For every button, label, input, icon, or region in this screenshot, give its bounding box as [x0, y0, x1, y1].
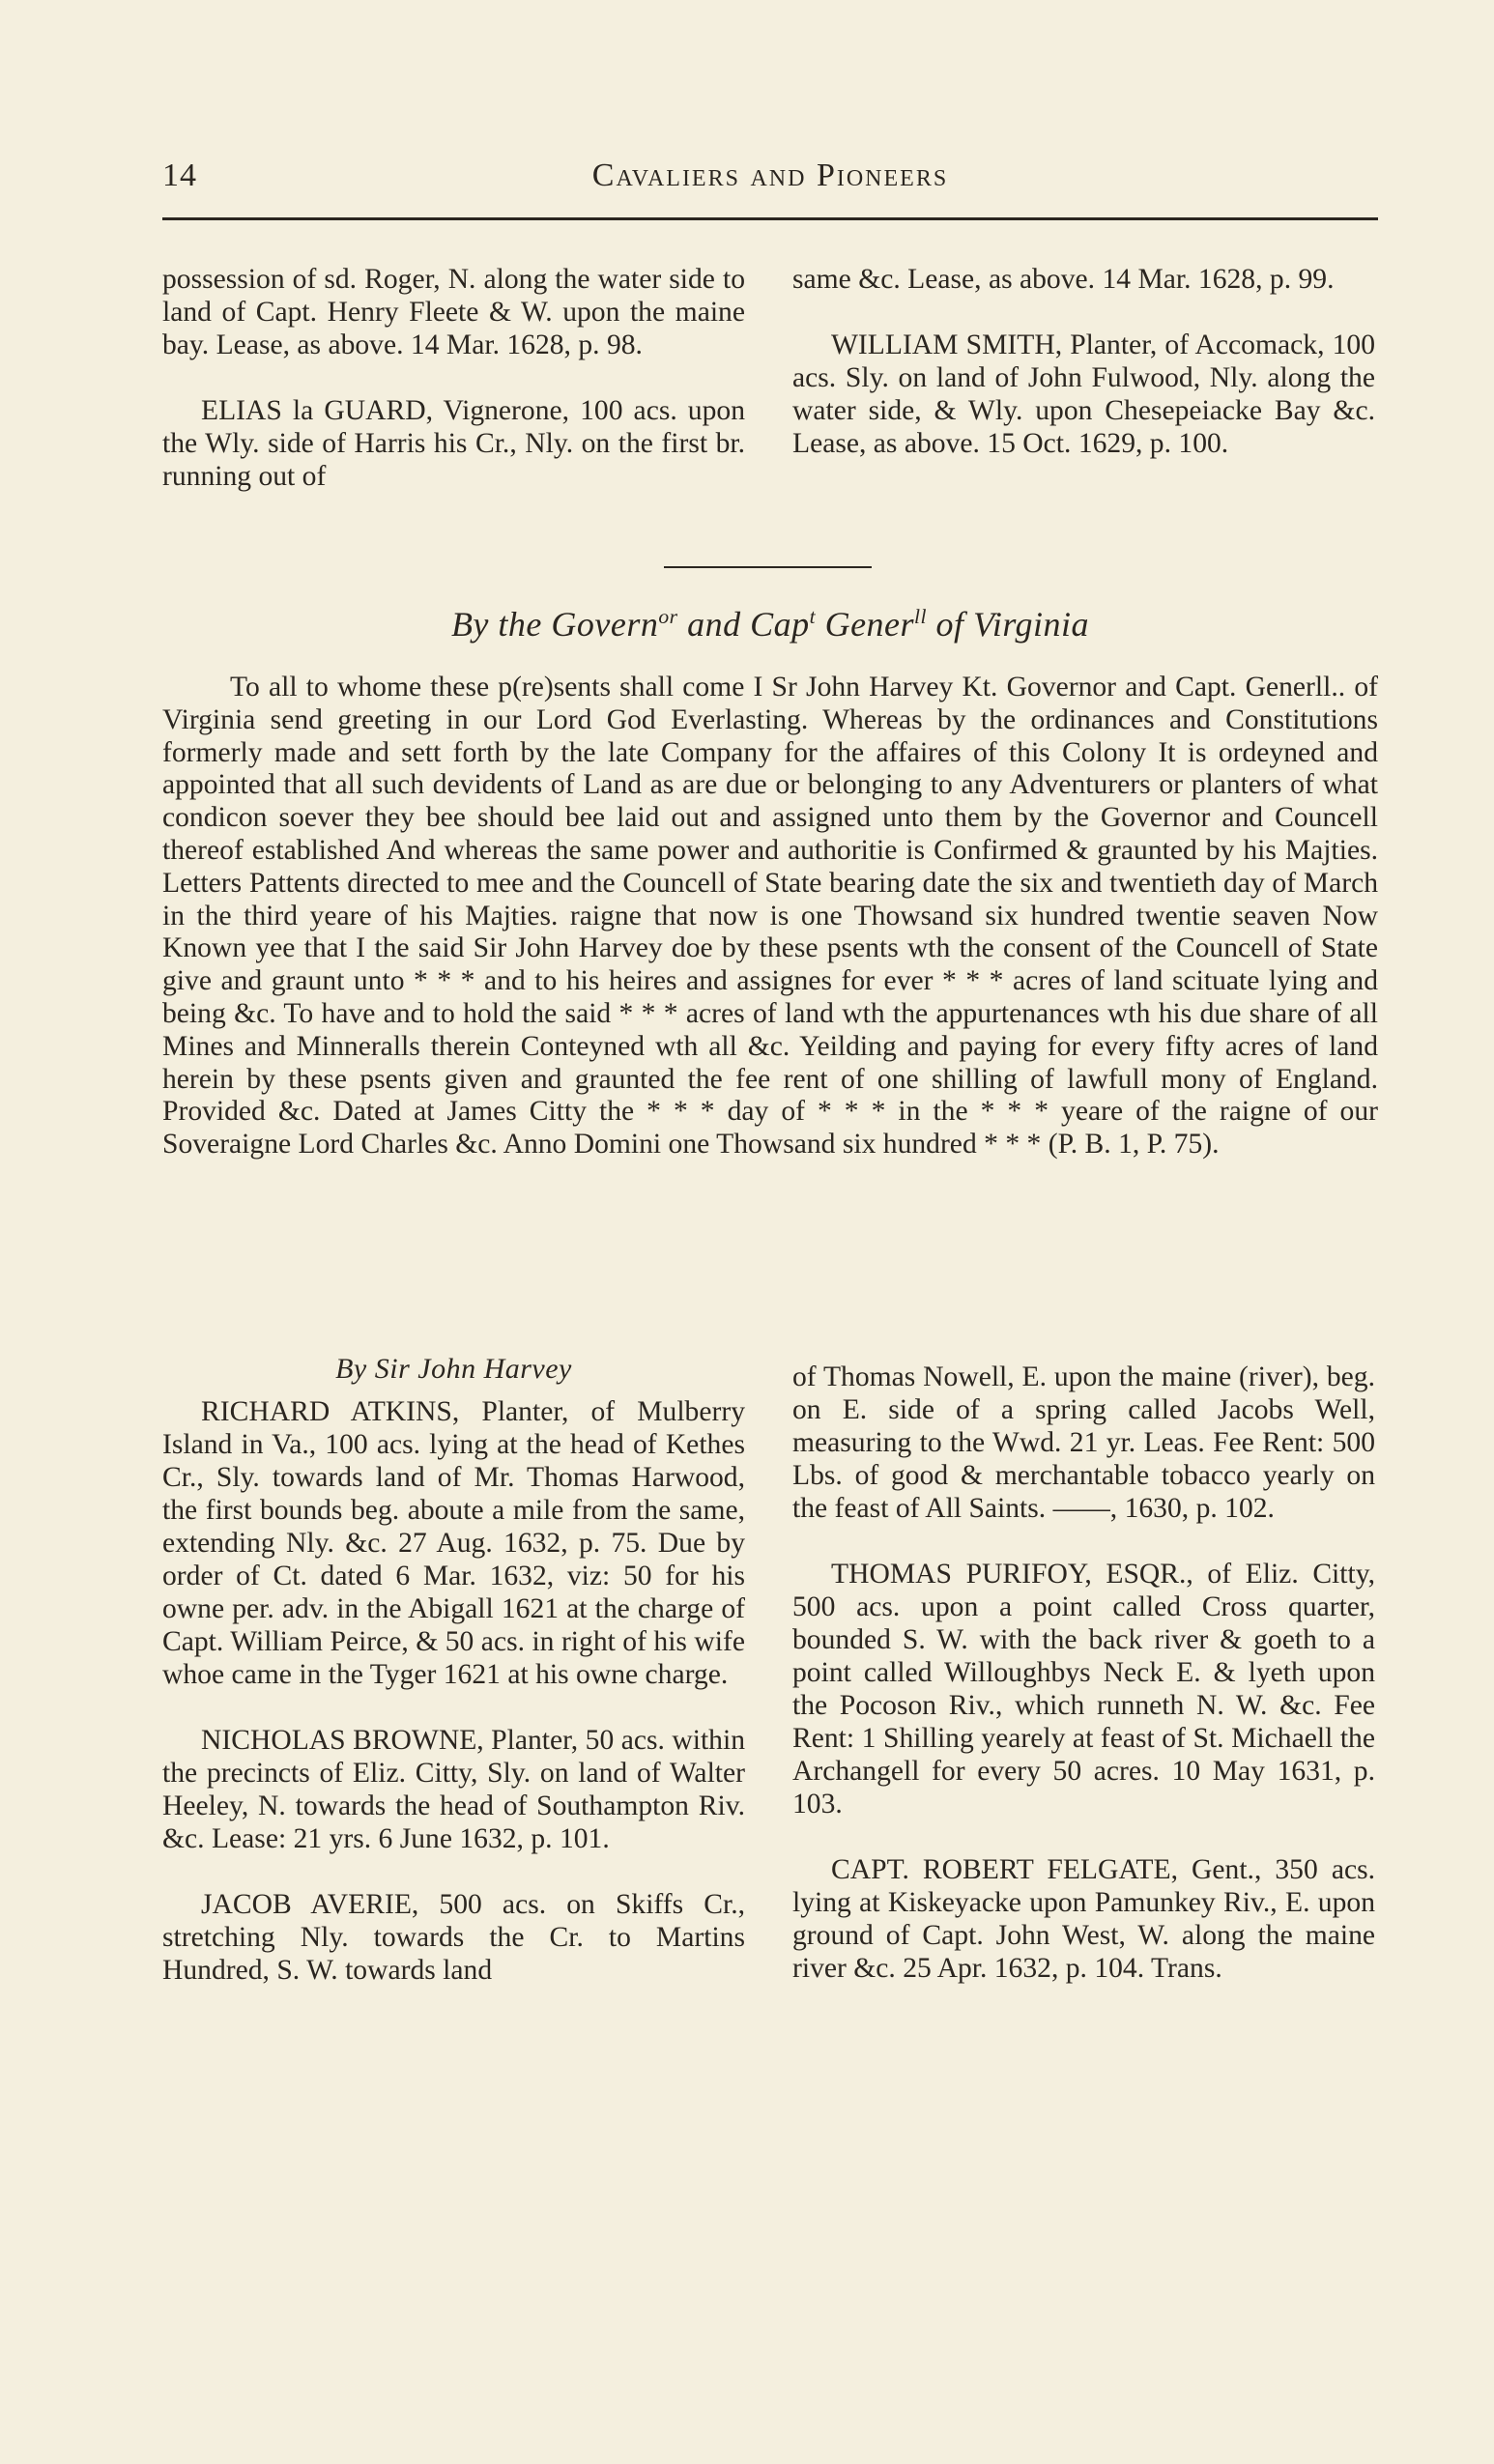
top-right-column [792, 263, 1375, 493]
land-grant-entry: WILLIAM SMITH, Planter, of Accomack, 100 acs. Sly. on land of John Fulwood, Nly. along the water side, & Wly. upon Chesepeiacke Bay &c. Lease, as above. 15 Oct. 1629, p. 100. [792, 329, 1375, 459]
heading-superscript: t [809, 605, 817, 628]
bottom-left-column [162, 1353, 745, 2020]
book-title: Cavaliers and Pioneers [591, 158, 949, 193]
page-number: 14 [162, 158, 197, 193]
bottom-right-column [792, 1361, 1375, 2018]
header-rule [162, 217, 1378, 220]
land-grant-entry: of Thomas Nowell, E. upon the maine (river), beg. on E. side of a spring called Jacobs Well, measuring to the Wwd. 21 yr. Leas. Fee Rent: 500 Lbs. of good & merchantable tobacco yearly on the feast of All Saints. ——, 1630, p. 102. [792, 1361, 1375, 1524]
heading-text: Gener [816, 605, 915, 644]
section-divider [664, 566, 872, 568]
land-grant-entry: NICHOLAS BROWNE, Planter, 50 acs. within the precincts of Eliz. Citty, Sly. on land of Walter Heeley, N. towards the head of Southampton Riv. &c. Lease: 21 yrs. 6 June 1632, p. 101. [162, 1725, 745, 1854]
heading-text: of Virginia [927, 605, 1090, 644]
land-grant-entry: same &c. Lease, as above. 14 Mar. 1628, p. 99. [792, 264, 1335, 295]
land-grant-entry: ELIAS la GUARD, Vignerone, 100 acs. upon the Wly. side of Harris his Cr., Nly. on the first br. running out of [162, 395, 745, 492]
grantor-heading: By Sir John Harvey [335, 1353, 572, 1385]
land-grant-entry: RICHARD ATKINS, Planter, of Mulberry Island in Va., 100 acs. lying at the head of Kethes Cr., Sly. towards land of Mr. Thomas Harwood, the first bounds beg. aboute a mile from the same, extending Nly. &c. 27 Aug. 1632, p. 75. Due by order of Ct. dated 6 Mar. 1632, viz: 50 for his owne per. adv. in the Abigall 1621 at the charge of Capt. William Peirce, & 50 acs. in right of his wife whoe came in the Tyger 1621 at his owne charge. [162, 1396, 745, 1690]
top-left-column [162, 263, 745, 526]
running-head [162, 159, 1378, 208]
section-heading [162, 603, 1378, 645]
heading-superscript: ll [914, 605, 928, 628]
heading-superscript: or [658, 605, 678, 628]
patent-form-text: To all to whome these p(re)sents shall come I Sr John Harvey Kt. Governor and Capt. Generll.. of Virginia send greeting in our Lord God Everlasting. Whereas by the ordinances and Constitutions formerly made and sett forth by the late Company for the affaires of this Colony It is ordeyned and appointed that all such devidents of Land as are due or belonging to any Adventurers or planters of what condicon soever they bee should bee laid out and assigned unto them by the Governor and Councell thereof established And whereas the same power and authoritie is Confirmed & graunted by his Majties. Letters Pattents directed to mee and the Councell of State bearing date the six and twentieth day of March in the third yeare of his Majties. raigne that now is one Thowsand six hundred twentie seaven Now Known yee that I the said Sir John Harvey doe by these psents wth the consent of the Councell of State give and graunt unto * * * and to his heires and assignes for ever * * * acres of land scituate lying and being &c. To have and to hold the said * * * acres of land wth the appurtenances wth his due share of all Mines and Minneralls therein Conteyned wth all &c. Yeilding and paying for every fifty acres of land herein by these psents given and graunted the fee rent of one shilling of lawfull mony of England. Provided &c. Dated at James Citty the * * * day of * * * in the * * * yeare of the raigne of our Soveraigne Lord Charles &c. Anno Domini one Thowsand six hundred * * * (P. B. 1, P. 75). [162, 672, 1378, 1160]
heading-text: and Cap [677, 605, 810, 644]
heading-text: By the Govern [450, 605, 659, 644]
land-grant-entry: possession of sd. Roger, N. along the water side to land of Capt. Henry Fleete & W. upon the maine bay. Lease, as above. 14 Mar. 1628, p. 98. [162, 264, 745, 360]
land-grant-entry: CAPT. ROBERT FELGATE, Gent., 350 acs. lying at Kiskeyacke upon Pamunkey Riv., E. upon ground of Capt. John West, W. along the maine river &c. 25 Apr. 1632, p. 104. Trans. [792, 1854, 1375, 1984]
land-grant-entry: THOMAS PURIFOY, ESQR., of Eliz. Citty, 500 acs. upon a point called Cross quarter, bounded S. W. with the back river & goeth to a point called Willoughbys Neck E. & lyeth upon the Pocoson Riv., which runneth N. W. &c. Fee Rent: 1 Shilling yearely at feast of St. Michaell the Archangell for every 50 acres. 10 May 1631, p. 103. [792, 1559, 1375, 1819]
land-grant-entry: JACOB AVERIE, 500 acs. on Skiffs Cr., stretching Nly. towards the Cr. to Martins Hundred, S. W. towards land [162, 1889, 745, 1986]
